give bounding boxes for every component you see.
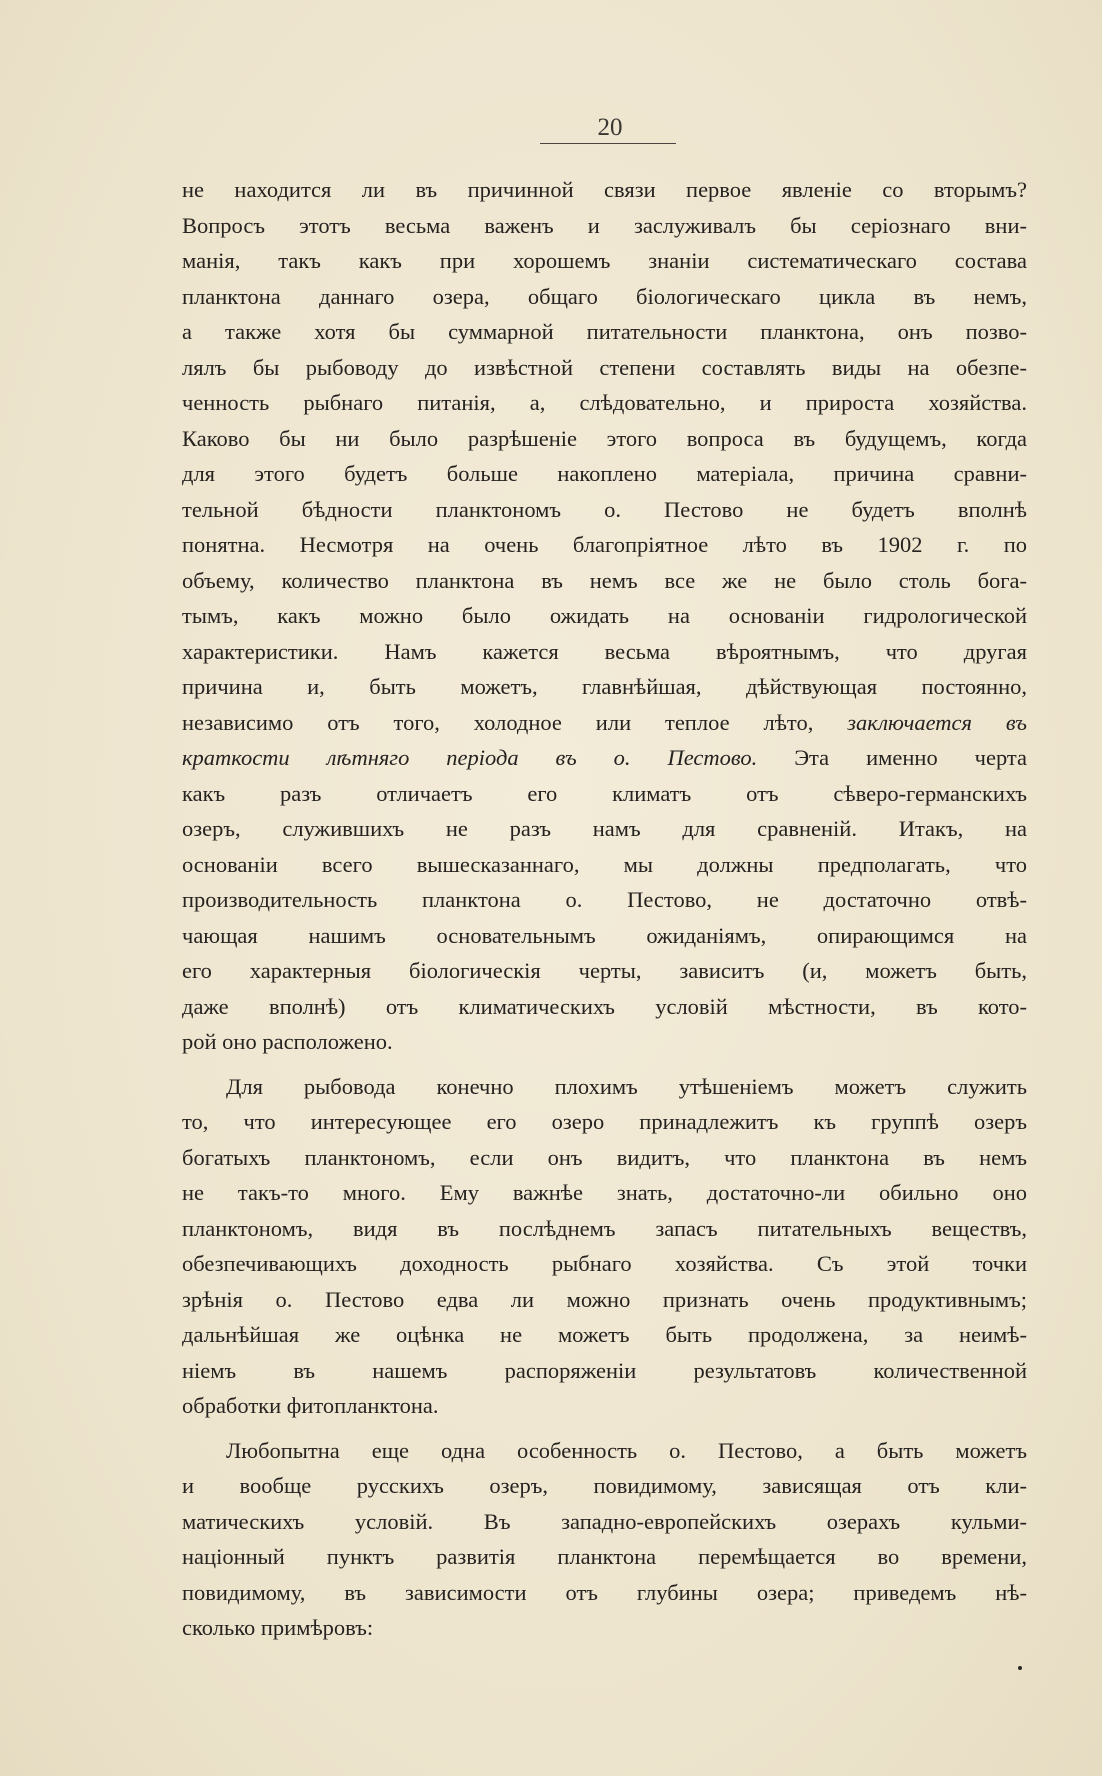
text-line	[182, 918, 1027, 954]
text-line	[182, 882, 1027, 918]
text-line	[182, 456, 1027, 492]
text-line-roman: его характерныя біологическія черты, зависитъ (и, можетъ быть,	[182, 958, 1027, 983]
text-line-roman: тымъ, какъ можно было ожидать на основаніи гидрологической	[182, 603, 1027, 628]
text-line-roman: причина и, быть можетъ, главнѣйшая, дѣйствующая постоянно,	[182, 674, 1027, 699]
text-line-roman: озеръ, служившихъ не разъ намъ для сравненій. Итакъ, на	[182, 816, 1027, 841]
text-line	[182, 1069, 1027, 1105]
text-line	[182, 847, 1027, 883]
text-line	[182, 563, 1027, 599]
text-line-roman: ченность рыбнаго питанія, а, слѣдовательно, и прироста хозяйства.	[182, 390, 1027, 415]
text-line	[182, 492, 1027, 528]
header-rule	[540, 143, 676, 144]
text-line	[182, 1433, 1027, 1469]
text-line-roman: даже вполнѣ) отъ климатическихъ условій мѣстности, въ кото-	[182, 993, 1027, 1019]
text-line-roman: понятна. Несмотря на очень благопріятное лѣто въ 1902 г. по	[182, 532, 1027, 557]
text-line	[182, 1104, 1027, 1140]
text-line-italic: заключается въ	[847, 709, 1027, 735]
text-line	[182, 385, 1027, 421]
text-line	[182, 1246, 1027, 1282]
page-number: 20	[597, 114, 623, 141]
text-line-italic: краткости лѣтняго періода въ о. Пестово.	[182, 745, 758, 770]
text-line	[182, 1140, 1027, 1176]
text-line	[182, 1539, 1027, 1575]
text-line	[182, 1282, 1027, 1318]
print-speck	[1018, 1666, 1022, 1670]
text-line-roman: производительность планктона о. Пестово, не достаточно отвѣ-	[182, 887, 1027, 912]
text-line-roman-after: Эта именно черта	[757, 745, 1027, 770]
text-line-roman: планктономъ, видя въ послѣднемъ запасъ питательныхъ веществъ,	[182, 1215, 1027, 1241]
text-line-roman: обработки фитопланктона.	[182, 1393, 439, 1418]
text-line	[182, 421, 1027, 457]
text-line-roman: Для рыбовода конечно плохимъ утѣшеніемъ можетъ служить	[226, 1073, 1027, 1099]
text-line	[182, 953, 1027, 989]
text-line-roman: рой оно расположено.	[182, 1029, 393, 1054]
text-line	[182, 1211, 1027, 1247]
text-line-roman: не находится ли въ причинной связи первое явленіе со вторымъ?	[182, 177, 1027, 202]
text-line-roman: тельной бѣдности планктономъ о. Пестово не будетъ вполнѣ	[182, 496, 1027, 522]
text-line-roman: матическихъ условій. Въ западно-европейскихъ озерахъ кульми-	[182, 1508, 1027, 1534]
text-line-roman: и вообще русскихъ озеръ, повидимому, зависящая отъ кли-	[182, 1473, 1027, 1498]
text-line	[182, 811, 1027, 847]
text-line-roman: для этого будетъ больше накоплено матеріала, причина сравни-	[182, 461, 1027, 486]
text-line	[182, 776, 1027, 812]
text-line-roman: обезпечивающихъ доходность рыбнаго хозяйства. Съ этой точки	[182, 1251, 1027, 1276]
text-line-roman: лялъ бы рыбоводу до извѣстной степени составлять виды на обезпе-	[182, 354, 1027, 380]
text-line	[182, 1575, 1027, 1611]
text-line-roman: націонный пунктъ развитія планктона перемѣщается во времени,	[182, 1544, 1027, 1569]
text-line	[182, 1353, 1027, 1389]
text-line	[182, 350, 1027, 386]
text-line	[182, 1317, 1027, 1353]
text-line	[182, 172, 1027, 208]
text-line-roman: повидимому, въ зависимости отъ глубины озера; приведемъ нѣ-	[182, 1579, 1027, 1605]
text-line	[182, 1504, 1027, 1540]
text-line	[182, 989, 1027, 1025]
text-line-roman: зрѣнія о. Пестово едва ли можно признать очень продуктивнымъ;	[182, 1286, 1027, 1312]
text-line-roman: Вопросъ этотъ весьма важенъ и заслуживалъ бы серіознаго вни-	[182, 212, 1027, 238]
text-line-roman: не такъ-то много. Ему важнѣе знать, достаточно-ли обильно оно	[182, 1180, 1027, 1205]
text-line	[182, 634, 1027, 670]
text-line-roman: Любопытна еще одна особенность о. Пестово, а быть можетъ	[226, 1437, 1027, 1463]
text-line	[182, 1024, 1027, 1060]
text-line	[182, 243, 1027, 279]
text-line	[182, 314, 1027, 350]
text-line-roman: какъ разъ отличаетъ его климатъ отъ сѣверо-германскихъ	[182, 780, 1027, 806]
text-line-roman: манія, такъ какъ при хорошемъ знаніи систематическаго состава	[182, 248, 1027, 273]
text-line	[182, 1388, 1027, 1424]
text-line	[182, 598, 1027, 634]
text-line	[182, 208, 1027, 244]
text-line	[182, 705, 1027, 741]
text-line-roman: дальнѣйшая же оцѣнка не можетъ быть продолжена, за неимѣ-	[182, 1322, 1027, 1347]
body-text	[182, 172, 1027, 1646]
text-line-roman: сколько примѣровъ:	[182, 1615, 374, 1640]
text-line	[182, 1175, 1027, 1211]
text-line	[182, 1610, 1027, 1646]
text-line-roman: характеристики. Намъ кажется весьма вѣроятнымъ, что другая	[182, 638, 1027, 664]
text-line-roman: чающая нашимъ основательнымъ ожиданіямъ, опирающимся на	[182, 922, 1027, 948]
text-line	[182, 669, 1027, 705]
text-line-roman: ніемъ въ нашемъ распоряженіи результатовъ количественной	[182, 1357, 1027, 1383]
text-line-roman: Каково бы ни было разрѣшеніе этого вопроса въ будущемъ, когда	[182, 425, 1027, 451]
text-line-roman: основаніи всего вышесказаннаго, мы должны предполагать, что	[182, 851, 1027, 877]
text-line-roman: то, что интересующее его озеро принадлежитъ къ группѣ озеръ	[182, 1109, 1027, 1134]
text-line	[182, 740, 1027, 776]
text-line-roman: планктона даннаго озера, общаго біологическаго цикла въ немъ,	[182, 283, 1027, 309]
text-line	[182, 279, 1027, 315]
text-line-roman: а также хотя бы суммарной питательности планктона, онъ позво-	[182, 319, 1027, 344]
text-line-roman: объему, количество планктона въ немъ все же не было столь бога-	[182, 567, 1027, 593]
text-line-roman: богатыхъ планктономъ, если онъ видитъ, что планктона въ немъ	[182, 1144, 1027, 1170]
text-line	[182, 1468, 1027, 1504]
text-line-roman: независимо отъ того, холодное или теплое лѣто,	[182, 709, 848, 735]
text-line	[182, 527, 1027, 563]
